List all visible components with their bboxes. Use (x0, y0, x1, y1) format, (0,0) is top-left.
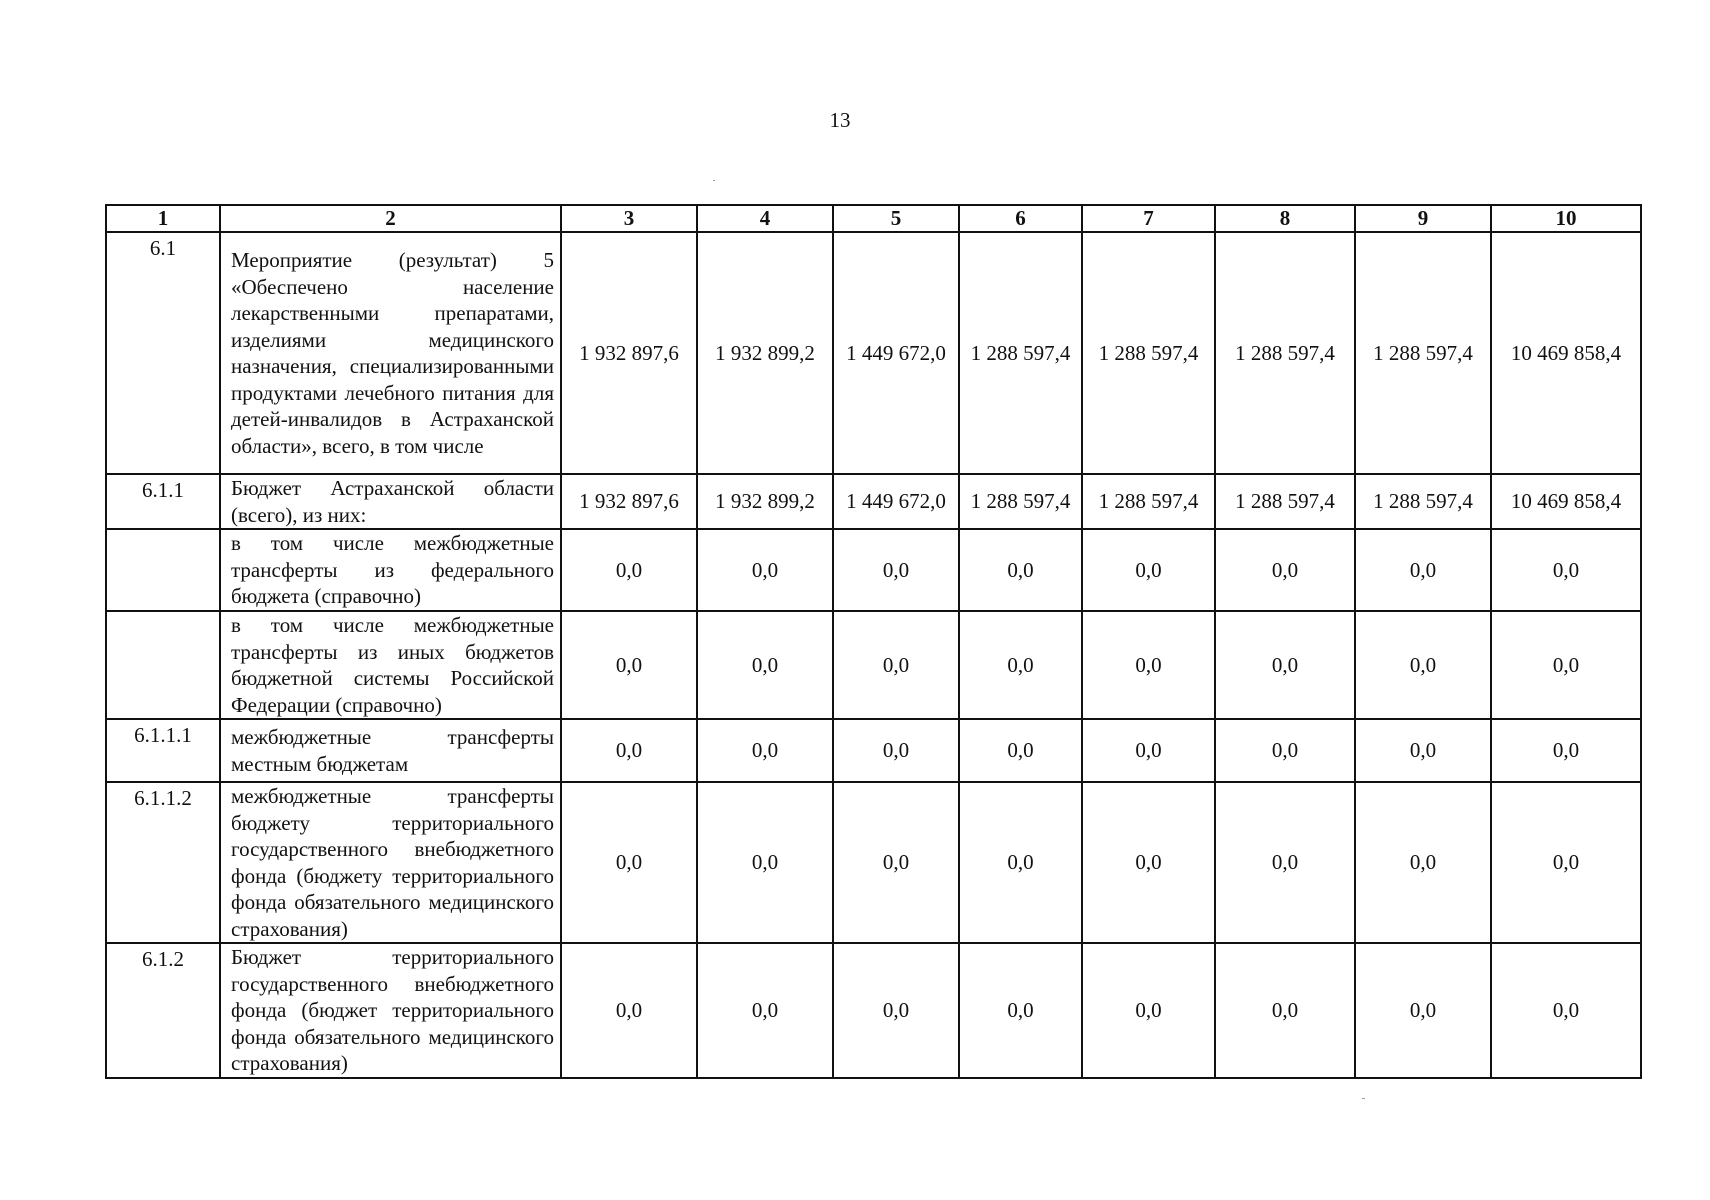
value-cell: 1 932 899,2 (697, 474, 833, 529)
value-cell: 1 288 597,4 (959, 474, 1082, 529)
column-number: 10 (1491, 205, 1641, 232)
value-cell: 0,0 (1082, 719, 1215, 782)
row-code: 6.1.1.1 (106, 719, 220, 782)
row-description: межбюджетные трансферты бюджету территориального государственного внебюджетного фонда (бюджету территориального фонда обязательного медицинского страхования) (220, 782, 561, 943)
value-cell: 0,0 (1355, 943, 1491, 1078)
value-cell: 1 932 899,2 (697, 232, 833, 474)
table-row (106, 474, 1641, 529)
value-cell: 1 288 597,4 (1215, 474, 1355, 529)
value-cell: 1 932 897,6 (561, 474, 697, 529)
value-cell: 0,0 (1215, 719, 1355, 782)
value-cell: 0,0 (833, 943, 959, 1078)
value-cell: 0,0 (1215, 943, 1355, 1078)
value-cell: 0,0 (1355, 529, 1491, 611)
table-row (106, 611, 1641, 719)
value-cell: 0,0 (833, 782, 959, 943)
column-number: 4 (697, 205, 833, 232)
value-cell: 0,0 (561, 943, 697, 1078)
value-cell: 0,0 (1082, 782, 1215, 943)
column-number: 3 (561, 205, 697, 232)
table-row (106, 232, 1641, 474)
scan-speck (1362, 1098, 1365, 1099)
row-code: 6.1.1 (106, 474, 220, 529)
value-cell: 0,0 (1215, 782, 1355, 943)
column-number: 1 (106, 205, 220, 232)
value-cell: 0,0 (561, 719, 697, 782)
row-code: 6.1.1.2 (106, 782, 220, 943)
table-row (106, 719, 1641, 782)
value-cell: 1 288 597,4 (1082, 474, 1215, 529)
value-cell: 0,0 (959, 719, 1082, 782)
value-cell: 0,0 (959, 943, 1082, 1078)
value-cell: 1 288 597,4 (1355, 474, 1491, 529)
column-number: 6 (959, 205, 1082, 232)
column-number: 7 (1082, 205, 1215, 232)
value-cell: 0,0 (697, 611, 833, 719)
value-cell: 0,0 (1491, 943, 1641, 1078)
row-description: в том числе межбюджетные трансферты из иных бюджетов бюджетной системы Российской Федерации (справочно) (220, 611, 561, 719)
row-description: Мероприятие (результат) 5 «Обеспечено население лекарственными препаратами, изделиями медицинского назначения, специализированными продуктами лечебного питания для детей-инвалидов в Астраханской области», всего, в том числе (220, 232, 561, 474)
column-number: 9 (1355, 205, 1491, 232)
value-cell: 0,0 (833, 719, 959, 782)
value-cell: 10 469 858,4 (1491, 474, 1641, 529)
value-cell: 0,0 (1082, 529, 1215, 611)
row-description: Бюджет территориального государственного внебюджетного фонда (бюджет территориального фонда обязательного медицинского страхования) (220, 943, 561, 1078)
value-cell: 0,0 (1082, 611, 1215, 719)
value-cell: 0,0 (1355, 719, 1491, 782)
row-description: Бюджет Астраханской области (всего), из них: (220, 474, 561, 529)
value-cell: 0,0 (697, 782, 833, 943)
value-cell: 1 449 672,0 (833, 474, 959, 529)
value-cell: 0,0 (1355, 782, 1491, 943)
budget-table (105, 204, 1642, 1079)
value-cell: 0,0 (833, 611, 959, 719)
value-cell: 0,0 (959, 611, 1082, 719)
value-cell: 0,0 (1215, 529, 1355, 611)
header-row (106, 205, 1641, 232)
value-cell: 0,0 (1491, 782, 1641, 943)
value-cell: 0,0 (697, 529, 833, 611)
value-cell: 10 469 858,4 (1491, 232, 1641, 474)
scan-speck (713, 180, 715, 181)
row-code: 6.1.2 (106, 943, 220, 1078)
value-cell: 0,0 (833, 529, 959, 611)
row-code (106, 611, 220, 719)
value-cell: 0,0 (561, 782, 697, 943)
value-cell: 1 288 597,4 (1215, 232, 1355, 474)
column-number: 8 (1215, 205, 1355, 232)
value-cell: 0,0 (959, 782, 1082, 943)
value-cell: 0,0 (561, 529, 697, 611)
value-cell: 0,0 (959, 529, 1082, 611)
value-cell: 1 288 597,4 (959, 232, 1082, 474)
value-cell: 0,0 (1082, 943, 1215, 1078)
table-row (106, 943, 1641, 1078)
row-description: межбюджетные трансферты местным бюджетам (220, 719, 561, 782)
value-cell: 0,0 (561, 611, 697, 719)
row-description: в том числе межбюджетные трансферты из федерального бюджета (справочно) (220, 529, 561, 611)
value-cell: 1 288 597,4 (1082, 232, 1215, 474)
value-cell: 1 449 672,0 (833, 232, 959, 474)
value-cell: 0,0 (1491, 719, 1641, 782)
value-cell: 0,0 (1491, 529, 1641, 611)
page-number: 13 (829, 108, 851, 132)
table-row (106, 782, 1641, 943)
column-number: 2 (220, 205, 561, 232)
table-row (106, 529, 1641, 611)
row-code: 6.1 (106, 232, 220, 474)
value-cell: 1 932 897,6 (561, 232, 697, 474)
value-cell: 0,0 (1355, 611, 1491, 719)
value-cell: 1 288 597,4 (1355, 232, 1491, 474)
value-cell: 0,0 (1215, 611, 1355, 719)
value-cell: 0,0 (697, 943, 833, 1078)
row-code (106, 529, 220, 611)
value-cell: 0,0 (1491, 611, 1641, 719)
column-number: 5 (833, 205, 959, 232)
value-cell: 0,0 (697, 719, 833, 782)
